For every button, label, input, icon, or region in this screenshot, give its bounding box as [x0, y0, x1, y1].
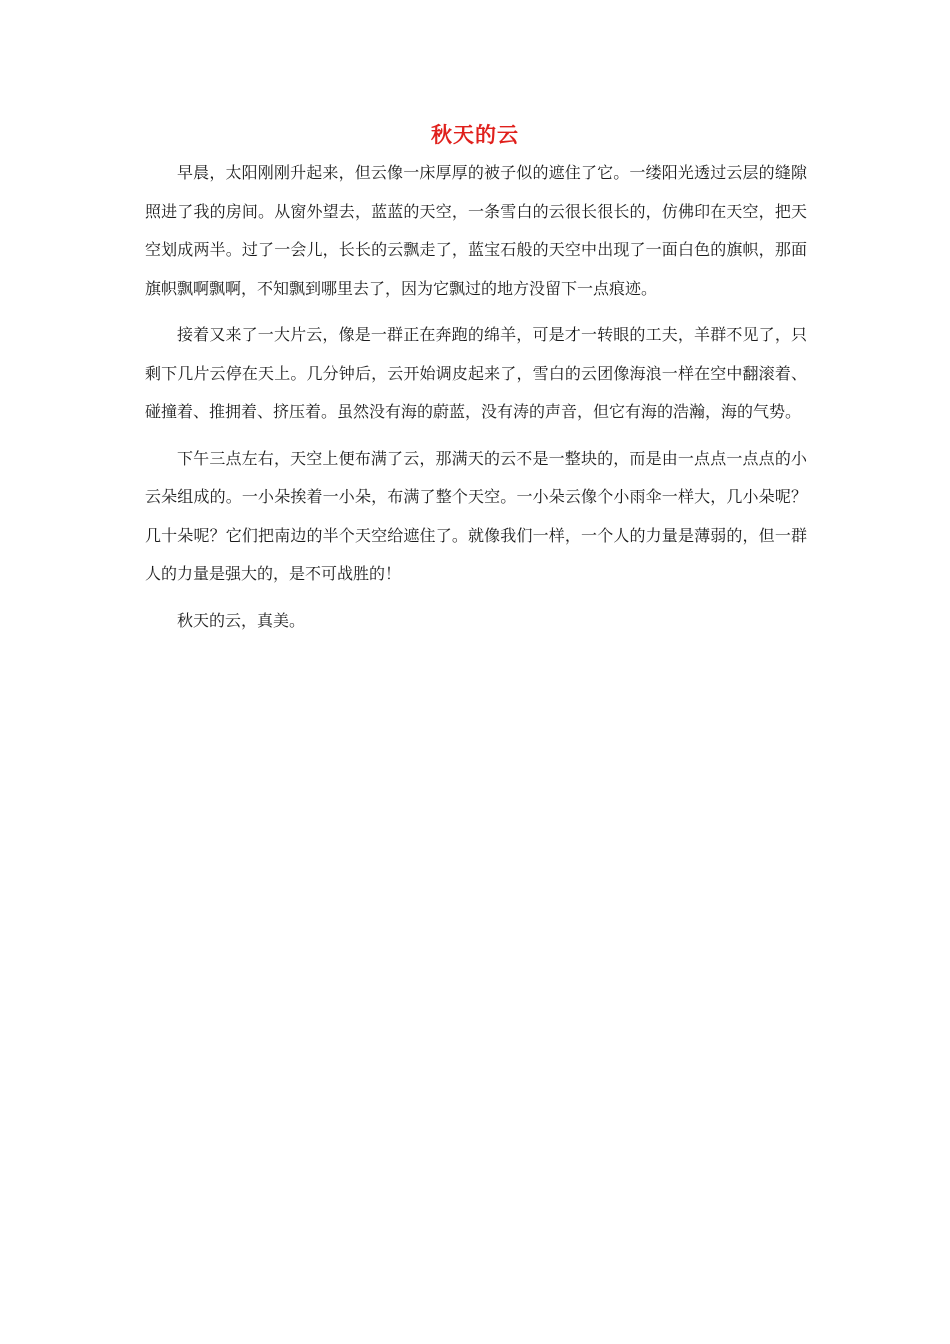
document-title: 秋天的云: [431, 122, 519, 147]
paragraph-4: 秋天的云，真美。: [177, 610, 306, 630]
paragraph-1: 早晨，太阳刚刚升起来，但云像一床厚厚的被子似的遮住了它。一缕阳光透过云层的缝隙照进了我的房间。从窗外望去，蓝蓝的天空，一条雪白的云很长很长的，仿佛印在天空，把天空划成两半。过了一会儿，长长的云飘走了，蓝宝石般的天空中出现了一面白色的旗帜，那面旗帜飘啊飘啊，不知飘到哪里去了，因为它飘过的地方没留下一点痕迹。: [145, 163, 807, 298]
paragraph-2: 接着又来了一大片云，像是一群正在奔跑的绵羊，可是才一转眼的工夫，羊群不见了，只剩下几片云停在天上。几分钟后，云开始调皮起来了，雪白的云团像海浪一样在空中翻滚着、碰撞着、推拥着、挤压着。虽然没有海的蔚蓝，没有涛的声音，但它有海的浩瀚，海的气势。: [145, 325, 807, 421]
document-body: [145, 154, 807, 648]
paragraph-3: 下午三点左右，天空上便布满了云，那满天的云不是一整块的，而是由一点点一点点的小云朵组成的。一小朵挨着一小朵，布满了整个天空。一小朵云像个小雨伞一样大，几小朵呢？几十朵呢？它们把南边的半个天空给遮住了。就像我们一样，一个人的力量是薄弱的，但一群人的力量是强大的，是不可战胜的！: [145, 448, 807, 583]
